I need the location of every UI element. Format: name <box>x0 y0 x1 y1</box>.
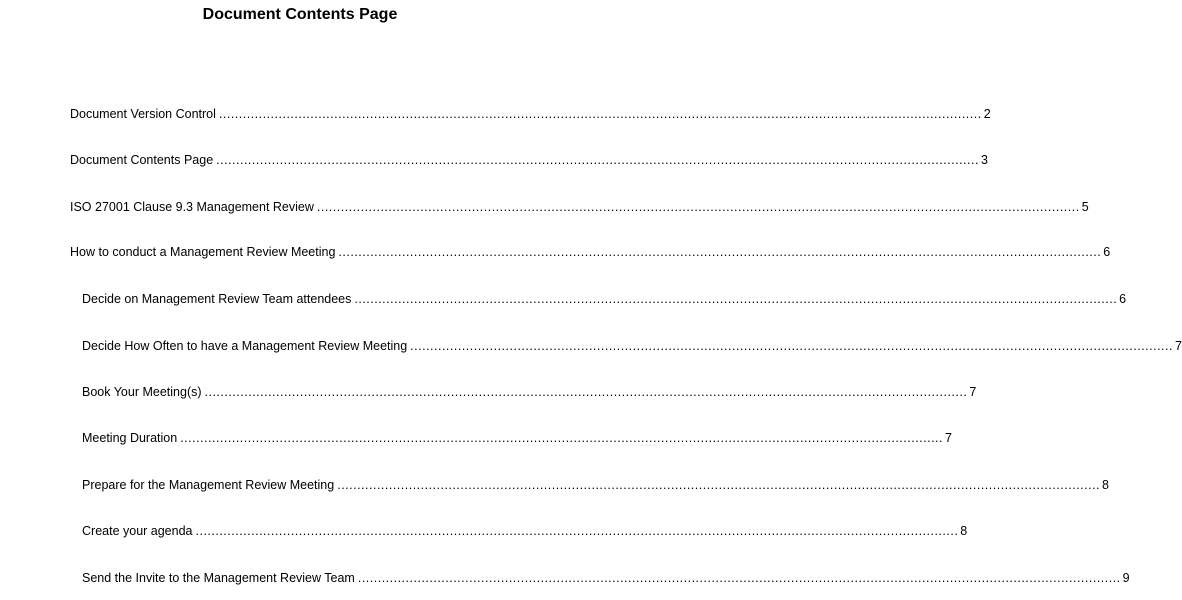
toc-entry-title: Decide on Management Review Team attendees <box>82 292 352 306</box>
toc-page-number: 9 <box>1122 571 1130 585</box>
toc-entry-meeting-duration[interactable] <box>82 430 952 446</box>
toc-entry-document-version-control[interactable] <box>70 106 991 122</box>
toc-entry-prepare-meeting[interactable] <box>82 477 1109 493</box>
toc-entry-title: ISO 27001 Clause 9.3 Management Review <box>70 200 314 214</box>
toc-entry-title: How to conduct a Management Review Meeting <box>70 245 336 259</box>
toc-dot-leader: ................................................................................................................................................................................................ <box>338 245 1102 259</box>
toc-entry-title: Prepare for the Management Review Meeting <box>82 478 335 492</box>
toc-dot-leader: ................................................................................................................................................................................................ <box>354 292 1118 306</box>
toc-dot-leader: ................................................................................................................................................................................................ <box>180 431 943 445</box>
toc-page-number: 6 <box>1119 292 1127 306</box>
toc-dot-leader: ................................................................................................................................................................................................ <box>357 571 1121 585</box>
toc-page-number: 8 <box>960 524 968 538</box>
toc-entry-title: Decide How Often to have a Management Review Meeting <box>82 339 408 353</box>
toc-entry-send-invite[interactable] <box>82 570 1130 586</box>
toc-entry-title: Document Version Control <box>70 107 216 121</box>
toc-entry-create-agenda[interactable] <box>82 523 968 539</box>
toc-page-number: 7 <box>945 431 952 445</box>
toc-page-number: 5 <box>1081 200 1089 214</box>
toc-page-number: 7 <box>969 385 977 399</box>
toc-page-number: 7 <box>1174 339 1182 353</box>
toc-entry-title: Meeting Duration <box>82 431 178 445</box>
toc-dot-leader: ................................................................................................................................................................................................ <box>410 339 1173 353</box>
toc-entry-title: Send the Invite to the Management Review Team <box>82 571 355 585</box>
toc-dot-leader: ................................................................................................................................................................................................ <box>337 478 1101 492</box>
toc-page-number: 6 <box>1103 245 1111 259</box>
toc-page-number: 8 <box>1102 478 1109 492</box>
toc-entry-title: Document Contents Page <box>70 153 214 167</box>
toc-dot-leader: ................................................................................................................................................................................................ <box>316 200 1080 214</box>
page-title: Document Contents Page <box>202 6 398 23</box>
toc-dot-leader: ................................................................................................................................................................................................ <box>218 107 982 121</box>
toc-page-number: 3 <box>980 153 988 167</box>
toc-dot-leader: ................................................................................................................................................................................................ <box>204 385 968 399</box>
toc-entry-decide-how-often[interactable] <box>82 338 1182 354</box>
toc-entry-book-meetings[interactable] <box>82 384 977 400</box>
toc-page-number: 2 <box>983 107 991 121</box>
toc-entry-iso-27001-clause-9-3[interactable] <box>70 199 1089 215</box>
toc-dot-leader: ................................................................................................................................................................................................ <box>195 524 959 538</box>
toc-entry-document-contents-page[interactable] <box>70 152 988 168</box>
toc-entry-title: Book Your Meeting(s) <box>82 385 202 399</box>
toc-entry-how-to-conduct-meeting[interactable] <box>70 244 1111 260</box>
toc-entry-decide-attendees[interactable] <box>82 291 1127 307</box>
toc-entry-title: Create your agenda <box>82 524 193 538</box>
toc-dot-leader: ................................................................................................................................................................................................ <box>216 153 979 167</box>
